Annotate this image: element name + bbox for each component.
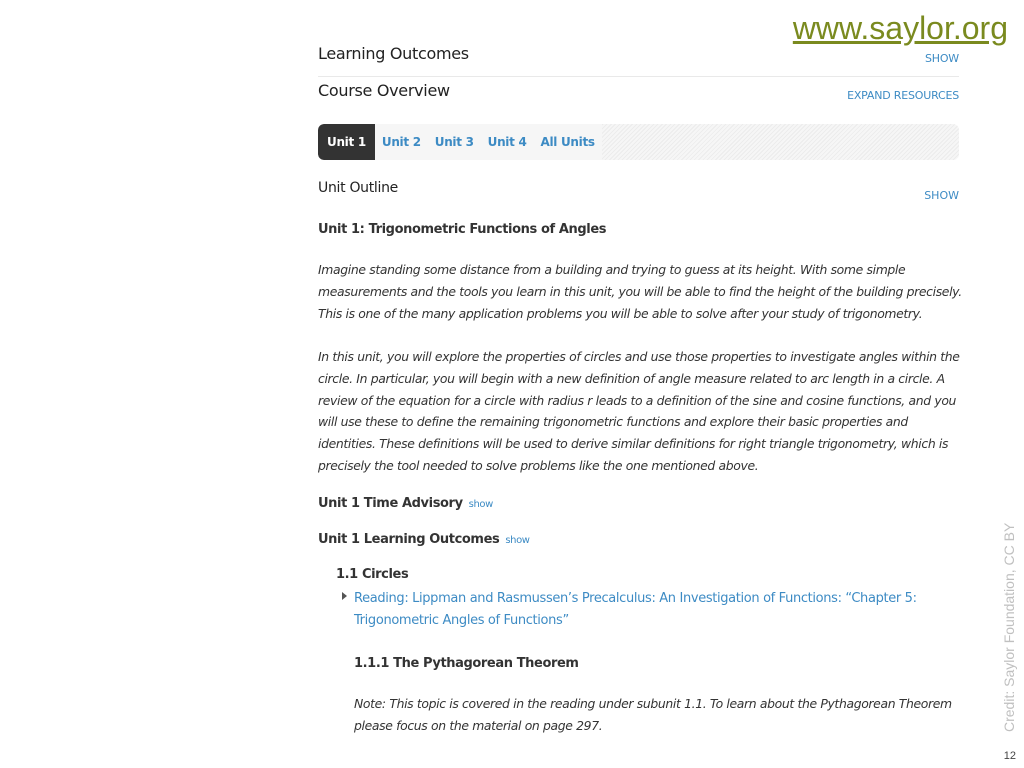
reading-link[interactable]: Reading: Lippman and Rasmussen’s Precalculus: An Investigation of Functions: “Chapter 5: Trigonometric Angles of Functions” (354, 591, 917, 628)
learning-outcomes-title: Learning Outcomes (318, 44, 469, 63)
expand-resources-link[interactable]: EXPAND RESOURCES (847, 89, 959, 102)
unit-learning-outcomes-show-link[interactable]: show (505, 535, 530, 546)
time-advisory-label: Unit 1 Time Advisory (318, 496, 463, 511)
time-advisory-show-link[interactable]: show (468, 499, 493, 510)
course-overview-title: Course Overview (318, 81, 450, 100)
unit-tabs (318, 124, 602, 160)
unit-outline-title: Unit Outline (318, 180, 398, 196)
subsection-title: 1.1.1 The Pythagorean Theorem (354, 656, 579, 671)
tab-unit-3[interactable]: Unit 3 (434, 135, 474, 149)
page-number: 12 (1003, 750, 1016, 762)
unit-outline-show-link[interactable]: SHOW (924, 189, 959, 202)
tab-all-units[interactable]: All Units (540, 135, 595, 149)
unit-learning-outcomes-label: Unit 1 Learning Outcomes (318, 532, 500, 547)
tab-unit-2[interactable]: Unit 2 (381, 135, 421, 149)
unit-learning-outcomes-heading (318, 532, 530, 547)
reading-item (342, 588, 932, 632)
learning-outcomes-section (318, 40, 959, 77)
credit-text: Credit: Saylor Foundation, CC BY (1001, 522, 1017, 732)
unit-intro-paragraph: Imagine standing some distance from a building and trying to guess at its height. With some simple measurements and the tools you learn in this unit, you will be able to find the height of the building precisely. This is one of the many application problems you will be able to solve after your study of trigonometry. (318, 262, 962, 321)
learning-outcomes-show-link[interactable]: SHOW (925, 52, 959, 65)
unit-tab-bar (318, 124, 959, 160)
time-advisory-heading (318, 496, 493, 511)
subsection-note: Note: This topic is covered in the reading under subunit 1.1. To learn about the Pythagorean Theorem please focus on the material on page 297. (354, 696, 952, 733)
subunit-title: 1.1 Circles (336, 567, 409, 582)
unit-heading: Unit 1: Trigonometric Functions of Angles (318, 222, 607, 237)
course-overview-section (318, 77, 959, 113)
tab-unit-4[interactable]: Unit 4 (487, 135, 527, 149)
disclosure-triangle-icon[interactable] (342, 592, 347, 600)
unit-detail-paragraph: In this unit, you will explore the properties of circles and use those properties to investigate angles within the circle. In particular, you will begin with a new definition of angle measure related to arc length in a circle. A review of the equation for a circle with radius r leads to a definition of the sine and cosine functions, and you will use these to define the remaining trigonometric functions and explore their basic properties and identities. These definitions will be used to derive similar definitions for right triangle trigonometry, which is precisely the tool needed to solve problems like the one mentioned above. (318, 349, 960, 473)
saylor-site-link[interactable]: www.saylor.org (792, 10, 1008, 46)
tab-unit-1[interactable]: Unit 1 (318, 124, 375, 160)
